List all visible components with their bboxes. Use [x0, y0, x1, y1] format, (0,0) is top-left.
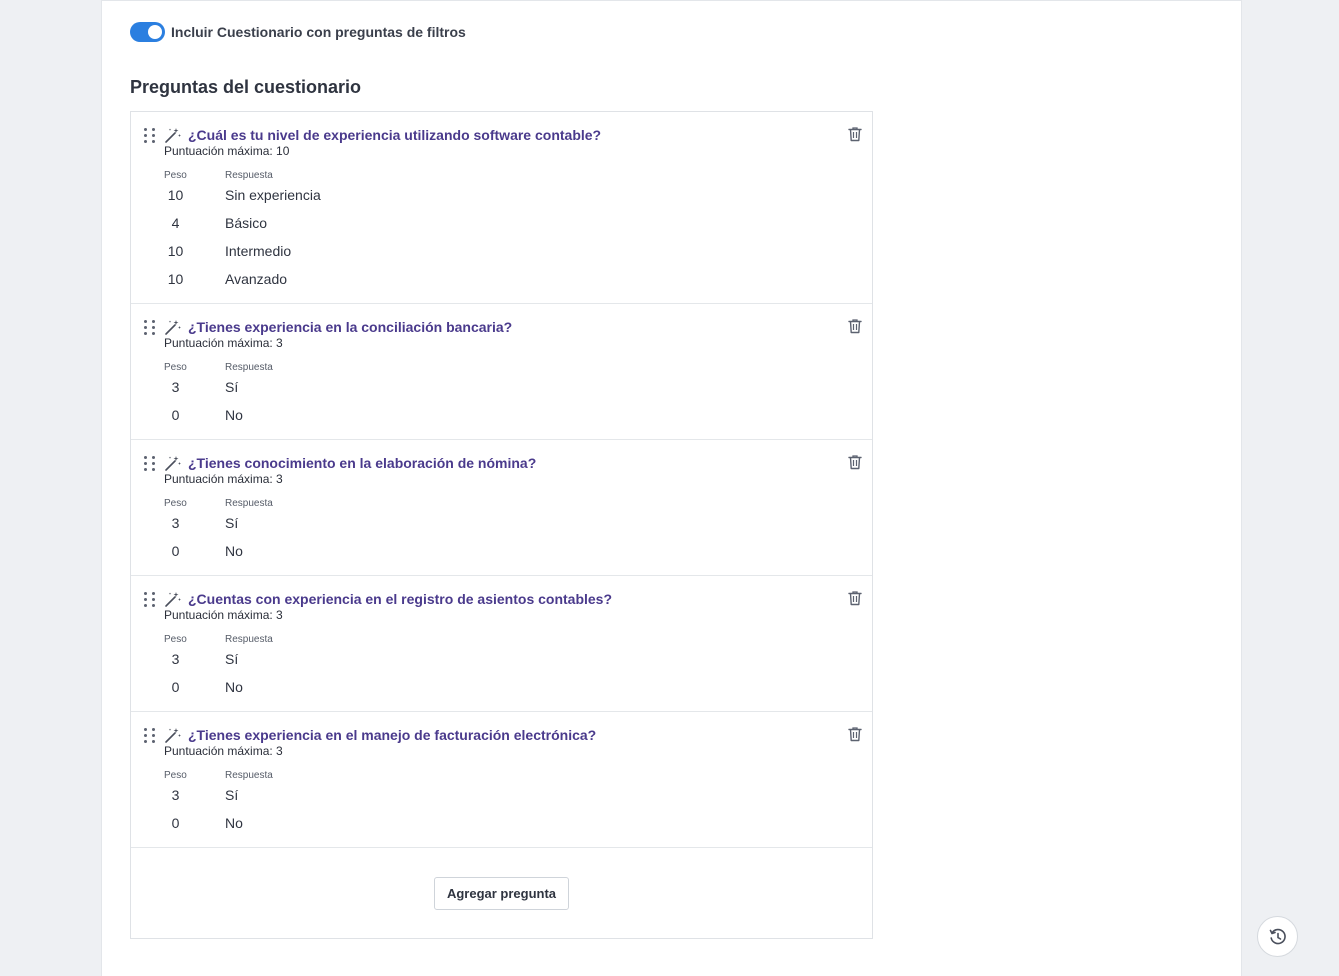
answer-row: [131, 645, 872, 673]
answer-row: [131, 237, 872, 265]
answer-row: [131, 181, 872, 209]
question-header: [131, 588, 872, 610]
toggle-knob: [148, 25, 162, 39]
answer-column-label: Respuesta: [225, 634, 273, 645]
answer-weight: 0: [171, 407, 180, 423]
answer-text: Sí: [225, 379, 239, 395]
question-title[interactable]: ¿Tienes conocimiento en la elaboración de nómina?: [188, 455, 537, 471]
answer-row: [131, 673, 872, 701]
answer-row: [131, 809, 872, 837]
add-question-button[interactable]: Agregar pregunta: [434, 877, 569, 910]
trash-icon[interactable]: [848, 318, 862, 334]
answer-column-label: Respuesta: [225, 170, 273, 181]
magic-wand-icon: [164, 590, 182, 608]
drag-handle-icon[interactable]: [144, 319, 156, 335]
answer-columns-header: [131, 498, 872, 509]
answer-weight: 10: [167, 271, 184, 287]
answer-text: Avanzado: [225, 271, 288, 287]
question-header: [131, 316, 872, 338]
answer-row: [131, 781, 872, 809]
answer-columns-header: [131, 170, 872, 181]
question-title[interactable]: ¿Tienes experiencia en la conciliación bancaria?: [188, 319, 513, 335]
answer-weight: 3: [171, 787, 180, 803]
weight-column-label: Peso: [164, 634, 187, 645]
answer-text: No: [225, 815, 243, 831]
question-header: [131, 724, 872, 746]
section-title: Preguntas del cuestionario: [130, 77, 362, 97]
answer-row: [131, 537, 872, 565]
answer-text: No: [225, 543, 243, 559]
answer-column-label: Respuesta: [225, 362, 273, 373]
form-panel: [101, 0, 1242, 976]
question-item: [131, 440, 872, 576]
drag-handle-icon[interactable]: [144, 727, 156, 743]
question-max-score: Puntuación máxima: 3: [164, 608, 283, 622]
drag-handle-icon[interactable]: [144, 591, 156, 607]
answer-row: [131, 509, 872, 537]
answer-columns-header: [131, 362, 872, 373]
answer-text: Sí: [225, 515, 239, 531]
weight-column-label: Peso: [164, 498, 187, 509]
answer-text: No: [225, 407, 243, 423]
answer-weight: 3: [171, 651, 180, 667]
answer-text: Sin experiencia: [225, 187, 321, 203]
question-max-score: Puntuación máxima: 3: [164, 472, 283, 486]
question-item: [131, 112, 872, 304]
trash-icon[interactable]: [848, 454, 862, 470]
question-list: [130, 111, 873, 939]
question-title[interactable]: ¿Cuál es tu nivel de experiencia utilizando software contable?: [188, 127, 602, 143]
answer-column-label: Respuesta: [225, 770, 273, 781]
magic-wand-icon: [164, 454, 182, 472]
filters-toggle-label: Incluir Cuestionario con preguntas de filtros: [171, 24, 466, 40]
answer-weight: 3: [171, 379, 180, 395]
answer-weight: 10: [167, 243, 184, 259]
answer-columns-header: [131, 634, 872, 645]
answer-column-label: Respuesta: [225, 498, 273, 509]
magic-wand-icon: [164, 726, 182, 744]
add-question-area: [131, 848, 872, 938]
answer-text: Básico: [225, 215, 268, 231]
answer-weight: 10: [167, 187, 184, 203]
answer-text: Sí: [225, 651, 239, 667]
question-header: [131, 124, 872, 146]
weight-column-label: Peso: [164, 170, 187, 181]
answer-text: Sí: [225, 787, 239, 803]
answer-weight: 0: [171, 815, 180, 831]
magic-wand-icon: [164, 318, 182, 336]
trash-icon[interactable]: [848, 726, 862, 742]
magic-wand-icon: [164, 126, 182, 144]
question-item: [131, 712, 872, 848]
answer-row: [131, 401, 872, 429]
question-title[interactable]: ¿Tienes experiencia en el manejo de facturación electrónica?: [188, 727, 597, 743]
trash-icon[interactable]: [848, 590, 862, 606]
trash-icon[interactable]: [848, 126, 862, 142]
drag-handle-icon[interactable]: [144, 127, 156, 143]
weight-column-label: Peso: [164, 362, 187, 373]
history-button[interactable]: [1257, 916, 1298, 957]
answer-row: [131, 209, 872, 237]
history-icon: [1268, 927, 1288, 947]
filters-toggle-row: [130, 22, 466, 42]
answer-text: No: [225, 679, 243, 695]
answer-columns-header: [131, 770, 872, 781]
weight-column-label: Peso: [164, 770, 187, 781]
question-header: [131, 452, 872, 474]
answer-row: [131, 373, 872, 401]
question-max-score: Puntuación máxima: 3: [164, 744, 283, 758]
answer-weight: 4: [171, 215, 180, 231]
question-item: [131, 576, 872, 712]
answer-weight: 0: [171, 679, 180, 695]
answer-weight: 3: [171, 515, 180, 531]
answer-text: Intermedio: [225, 243, 292, 259]
filters-toggle[interactable]: [130, 22, 165, 42]
drag-handle-icon[interactable]: [144, 455, 156, 471]
question-max-score: Puntuación máxima: 3: [164, 336, 283, 350]
question-title[interactable]: ¿Cuentas con experiencia en el registro de asientos contables?: [188, 591, 613, 607]
question-max-score: Puntuación máxima: 10: [164, 144, 290, 158]
answer-weight: 0: [171, 543, 180, 559]
answer-row: [131, 265, 872, 293]
question-item: [131, 304, 872, 440]
